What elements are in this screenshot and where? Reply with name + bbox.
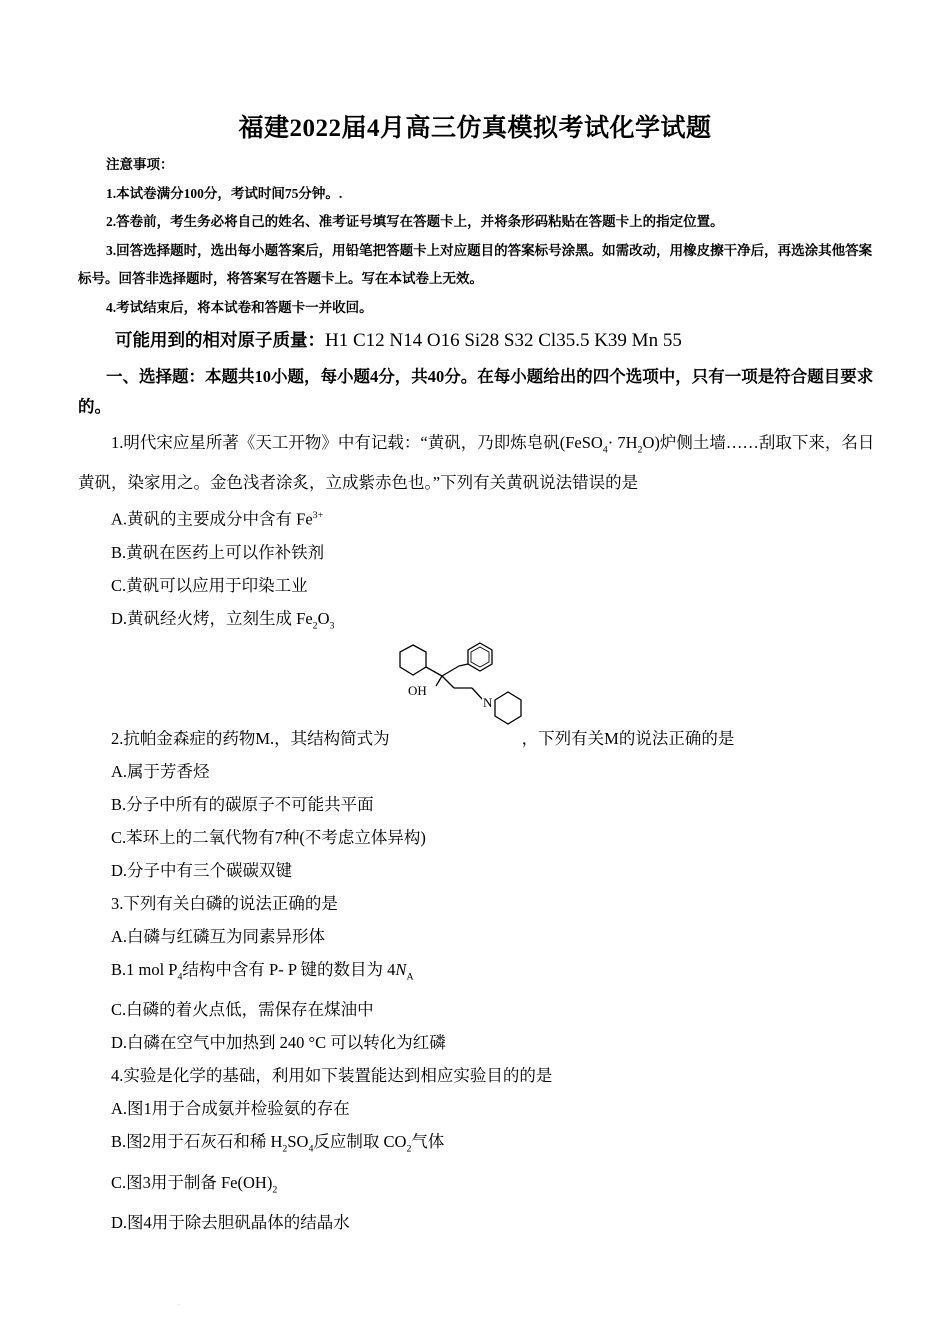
q4-b-sub: 4 [308, 1143, 314, 1155]
q4-option-b [78, 1125, 878, 1165]
atomic-mass-label: 可能用到的相对原子质量： [115, 331, 325, 351]
q1-sub: 2 [637, 444, 643, 456]
notice-item-4: 4.考试结束后，将本试卷和答题卡一并收回。 [106, 299, 373, 315]
question-4-stem: 4.实验是化学的基础，利用如下装置能达到相应实验目的的是 [111, 1066, 553, 1086]
page-title: 福建2022届4月高三仿真模拟考试化学试题 [238, 115, 712, 142]
q4-b-sub: 2 [282, 1143, 288, 1155]
q1-d-text: O [317, 608, 330, 628]
q4-option-c [78, 1166, 878, 1206]
q4-b-text: SO [287, 1132, 309, 1152]
q4-b-text: 反应制取 CO [313, 1132, 407, 1152]
q2-stem-part: 2.抗帕金森症的药物M.，其结构简式为 [111, 729, 390, 748]
notice-heading: 注意事项： [106, 157, 174, 172]
q3-b-text: B.1 mol P [111, 960, 178, 979]
q3-option-d: D.白磷在空气中加热到 240 °C 可以转化为红磷 [111, 1033, 446, 1053]
q1-stem-part: O)炉侧土墙……刮取下来，名日黄矾，染家用之。金色浅者涂炙，立成紫赤色也。”下列有关黄矾说法错误的是 [78, 433, 875, 493]
q4-option-a: A.图1用于合成氨并检验氨的存在 [111, 1099, 350, 1119]
q4-b-sub: 2 [406, 1143, 412, 1155]
question-1-stem [78, 426, 878, 499]
notice-item-1: 1.本试卷满分100分，考试时间75分钟。. [106, 185, 343, 201]
q4-option-d: D.图4用于除去胆矾晶体的结晶水 [111, 1212, 350, 1232]
q1-stem-part: · 7H [607, 433, 638, 452]
q2-stem-part: ，下列有关M的说法正确的是 [521, 729, 735, 748]
hydroxyl-label: OH [408, 683, 427, 698]
q1-a-sup: 3+ [312, 510, 324, 522]
atomic-mass-values: H1 C12 N14 O16 Si28 S32 Cl35.5 K39 Mn 55 [325, 330, 682, 351]
q1-d-sub: 2 [312, 620, 318, 632]
q1-option-c: C.黄矾可以应用于印染工业 [111, 575, 308, 595]
q4-c-text: C.图3用于制备 Fe(OH) [111, 1172, 273, 1192]
nitrogen-label: N [483, 695, 493, 710]
section-heading [78, 362, 876, 422]
piperidine-ring [495, 692, 521, 724]
q2-option-a: A.属于芳香烃 [111, 762, 210, 781]
q3-b-sub: A [406, 971, 414, 983]
q1-option-b: B.黄矾在医药上可以作补铁剂 [111, 542, 325, 562]
q4-b-text: 气体 [411, 1132, 445, 1152]
section-1-text: 一、选择题：本题共10小题，每小题4分，共40分。在每小题给出的四个选项中，只有一项是符合题目要求的。 [78, 367, 874, 416]
question-2-stem [78, 722, 878, 755]
q1-option-a [78, 499, 878, 536]
q1-a-text: A.黄矾的主要成分中含有 Fe [111, 509, 313, 529]
q1-d-sub: 3 [329, 620, 335, 632]
q3-option-b [78, 953, 878, 993]
q1-stem-part: 1.明代宋应星所著《天工开物》中有记载：“黄矾，乃即炼皂矾(FeSO [111, 433, 603, 452]
q1-d-text: D.黄矾经火烤，立刻生成 Fe [111, 608, 313, 628]
cyclohexane-ring [400, 645, 426, 675]
question-3-stem: 3.下列有关白磷的说法正确的是 [111, 894, 338, 913]
notice-item-2: 2.答卷前，考生务必将自己的姓名、准考证号填写在答题卡上，并将条形码粘贴在答题卡上的指定位置。 [106, 214, 724, 229]
footer-mark: · [178, 1302, 180, 1308]
notice-section [78, 151, 878, 322]
q2-option-b: B.分子中所有的碳原子不可能共平面 [111, 795, 374, 814]
q1-sub: 4 [602, 444, 608, 456]
q3-b-sub: 4 [177, 971, 183, 983]
q2-option-c: C.苯环上的二氧代物有7种(不考虑立体异构) [111, 828, 426, 847]
avogadro-symbol: N [395, 960, 407, 979]
q3-b-text: 结构中含有 P- P 键的数目为 4 [182, 960, 396, 979]
q2-option-d: D.分子中有三个碳碳双键 [111, 861, 293, 880]
q4-b-text: B.图2用于石灰石和稀 H [111, 1132, 283, 1152]
atomic-mass-line [115, 327, 682, 352]
q3-option-c: C.白磷的着火点低，需保存在煤油中 [111, 1000, 374, 1020]
notice-item-3: 3.回答选择题时，选出每小题答案后，用铅笔把答题卡上对应题目的答案标号涂黑。如需改动，用橡皮擦干净后，再选涂其他答案标号。回答非选择题时，将答案写在答题卡上。写在本试卷上无效。 [78, 242, 873, 286]
q3-option-a: A.白磷与红磷互为同素异形体 [111, 927, 326, 946]
question-2 [78, 722, 878, 1239]
question-1 [78, 426, 878, 642]
q4-c-sub: 2 [272, 1183, 278, 1195]
